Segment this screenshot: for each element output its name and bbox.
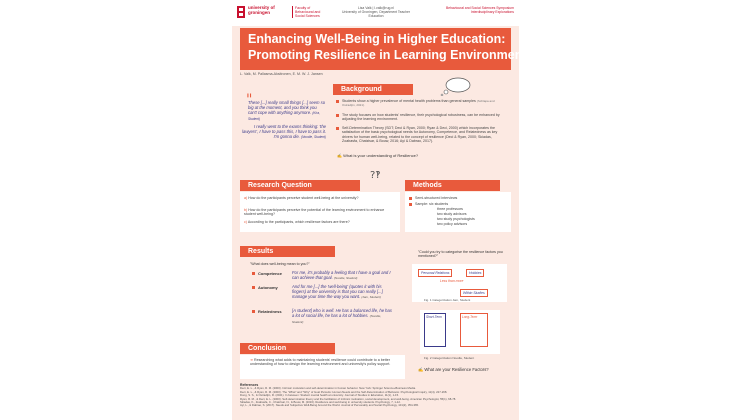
bullet-marker [252,310,255,313]
bullet-marker [336,100,339,103]
symposium-label: Behavioural and Social Sciences Symposium Interdisciplinary Explorations [445,6,514,14]
poster-title-line1: Enhancing Well-Being in Higher Education: [248,32,506,46]
thought-bubble-icon [440,76,472,96]
tag-long-term: Long-Term [462,315,478,319]
references [240,384,510,408]
university-seal-icon [236,5,246,19]
reference-item: Ryan, R. M., & Deci, E. L. (2000). Self-determination theory and the facilitation of intrinsic motivation, social development, and well-being. American Psychologist, 55(1), 68-78. [240,396,457,401]
reference-item: Deci, E. L., & Ryan, R. M. (2000). The "What" and "Why" of Goal Pursuits: Human Needs and the Self-Determination of Behavior. Psychological Inquiry, 11(4), 227-268. [240,389,448,394]
methods-item-2: Sample: six students [415,202,449,206]
conclusion-text [250,358,400,367]
reference-item: Ayi, L., & Dabrao, S. (2017). Needs and Subjective Well-Being Around the World. Journal of Personality and Social Psychology, 101(2), 354-365. [240,403,419,408]
methods-item-5: two study psychologists [437,217,475,221]
research-question-c: c) According to the participants, which resilience factors are there? [244,220,350,224]
bullet-marker [409,197,412,200]
background-point-3: Self-Determination Theory (SDT; Deci & Ryan, 2000; Ryan & Deci, 2000) which incorporates the satisfaction of the basic psychological needs for Autonomy, Competence, and Relatedness as key drivers for human well-being, related to the concept of resilience (Deci & Ryan, 2000; Skiadas, Zoabasfa, Chatzisar, & Bouw, 2016; Ayi & Dabrao, 2017). [342,126,498,144]
methods-item-6: two policy advisors [437,222,468,226]
quote-1-source: (Kira, Student) [248,111,320,121]
background-quote-2 [240,124,326,140]
conclusion-heading: Conclusion [240,343,335,354]
tag-hobbies: Hobbies [466,269,484,277]
research-question-a-text: How do the participants perceive student well-being at the university? [248,196,359,200]
title-banner [240,28,534,70]
research-question-heading: Research Question [240,180,360,191]
tag-short-term: Short-Term [426,315,442,319]
authors: L. Valk, M. Pallasma-Aksitronen, E. M. W. J. Jansen [240,72,323,76]
methods-item-3: three professors [437,207,463,211]
contact-name: Lisa Valk | l.valk@rug.nl [358,6,394,10]
results-question: "What does well-being mean to you?" [250,262,310,266]
background-point-2: The study focuses on how students' resilience, their psychological robustness, can be enhanced by adjusting the learning environment. [342,113,500,122]
background-question-text: What is your understanding of Resilience? [343,153,419,158]
relatedness-label: Relatedness [258,309,282,314]
methods-item-1: Semi-structured interviews [415,196,458,200]
reference-item: Skiadas, K., Zoabasfa, C., Chatzisar, N., & Bouw, M. (2016). Resilience and well-being in university students. Psychology, 7, 1-12. [240,400,401,405]
background-heading: Background [333,84,413,95]
competence-quote-text: For me, it's probably a feeling that I have a goal and I can achieve that goal. [292,270,391,280]
pencil-icon: ✍ [418,367,424,372]
reference-item: Deci, E. L., & Ryan, R. M. (2000). Intrinsic motivation and self-determination in human behavior. New York: Springer Science+Business Media. [240,386,416,391]
question-marks-icon: ?‽ [370,170,381,181]
references-heading: References [240,383,259,387]
bullet-marker [336,114,339,117]
background-point-1-text: Students show a higher prevalence of mental health problems than general samples [342,99,476,103]
contact-affiliation: University of Groningen, Department Teacher Education [342,10,410,18]
background-point-1 [342,99,504,108]
autonomy-quote [292,284,392,300]
methods-item-4: two study advisors [437,212,467,216]
contact-info [336,6,416,18]
competence-quote [292,270,392,281]
autonomy-quote-source: (Jam, Student) [361,295,382,299]
background-question [337,153,418,158]
autonomy-label: Autonomy [258,285,278,290]
conclusion-text-body: Researching what adds to maintaining students' resilience could contribute to a better understanding of how to design the learning environment and university's policy support. [250,358,391,367]
faculty-label: Faculty of Behavioural and Social Sciences [292,6,328,18]
categorise-question: "Could you try to categorise the resilience factors you mentioned?" [418,250,503,259]
quote-mark-icon: " [246,92,253,108]
relatedness-quote-text: [A student] who is well. He has a balanced life, he has a lot of social life, he has a lot of hobbies. [292,308,392,318]
quote-1-text: These [...] really small things [...] seem so big at the moment, and you think you can't cope with anything anymore. [248,100,326,115]
pencil-icon: ✍ [337,153,342,158]
poster-title-line2: Promoting Resilience in Learning Environments [248,48,534,62]
figure-2-caption: Fig. 2 Categorization Noodle, Student [424,356,475,360]
reference-item: Dong, S. S., & Ostradijin, R. (2021). In between: Student mental health at university. Journal of Studies in Education, 11(1), 1-15. [240,393,399,398]
background-quote-1 [248,100,326,122]
bullet-marker [336,127,339,130]
results-heading: Results [240,246,335,257]
tag-less-than-more: Less than more [440,279,464,283]
methods-heading: Methods [405,180,500,191]
research-question-c-text: According to the participants, which resilience factors are there? [247,220,350,224]
research-question-b: b) How do the participants perceive the potential of the learning environment to enhance student well-being? [244,208,385,217]
factors-question [418,367,489,373]
autonomy-quote-text: And for me [...] the 'well-being' (quotes it with his fingers) at the university is that you can really [...] manage your time the way you want. [292,284,383,299]
quote-2-text: I really went to the exams thinking: 'the lawyers', I have to pass this, I have to pass it. I'm gonna die. [242,124,326,139]
bullet-marker [409,203,412,206]
background-point-1-ref: (Schlapa and Ostradijin, 2021). [342,99,495,108]
arrow-icon: ➔ [250,358,254,362]
research-question-a: a) How do the participants perceive student well-being at the university? [244,196,359,200]
research-question-b-text: How do the participants perceive the potential of the learning environment to enhance student well-being? [244,208,385,217]
tag-within-studies: Within Studies [460,289,488,297]
university-logo-text: university of groningen [248,5,275,15]
tag-personal-relations: Personal Relations [418,269,452,277]
figure-1-caption: Fig. 1 Categorization Jam, Student [424,298,471,302]
relatedness-quote-source: (Noodle, Student) [292,314,382,324]
quote-2-source: (Noodle, Student) [301,135,326,139]
relatedness-quote [292,308,392,325]
factors-question-text: What are your Resilience Factors? [424,367,489,372]
competence-quote-source: (Noodle, Student) [333,276,358,280]
bullet-marker [252,272,255,275]
competence-label: Competence [258,271,283,276]
bullet-marker [252,286,255,289]
